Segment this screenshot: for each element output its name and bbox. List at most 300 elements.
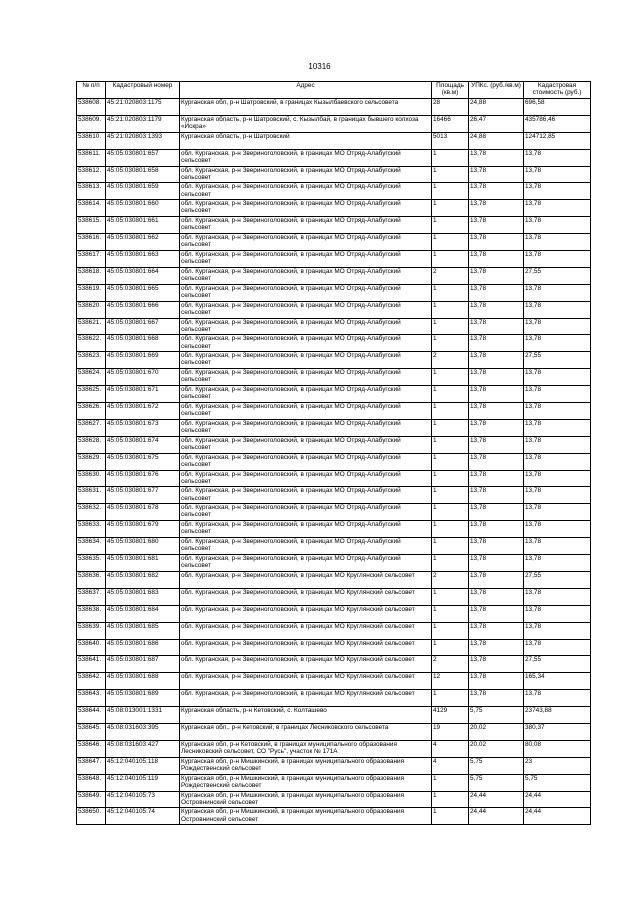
row-number-cell: 538627. bbox=[77, 419, 106, 436]
area-cell: 12 bbox=[432, 673, 469, 690]
header-cadastral-cost: Кадастровая стоимость (руб.) bbox=[524, 82, 591, 99]
table-row bbox=[77, 419, 591, 436]
header-row bbox=[77, 82, 591, 99]
row-number-cell: 538636. bbox=[77, 571, 106, 588]
header-area: Площадь (кв.м) bbox=[432, 82, 469, 99]
row-number-cell: 538612. bbox=[77, 166, 106, 183]
cadastral-cost-cell: 23 bbox=[524, 757, 591, 774]
table-row bbox=[77, 639, 591, 656]
upks-cell: 13,78 bbox=[469, 436, 524, 453]
cadastral-cost-cell: 13,78 bbox=[524, 234, 591, 251]
cadastral-number-cell: 45:05:030801:665 bbox=[106, 284, 180, 301]
row-number-cell: 538649. bbox=[77, 791, 106, 808]
area-cell: 2 bbox=[432, 352, 469, 369]
row-number-cell: 538618. bbox=[77, 267, 106, 284]
area-cell: 1 bbox=[432, 538, 469, 555]
cadastral-table bbox=[76, 81, 591, 825]
upks-cell: 13,78 bbox=[469, 335, 524, 352]
upks-cell: 13,78 bbox=[469, 622, 524, 639]
cadastral-cost-cell: 13,78 bbox=[524, 487, 591, 504]
table-row bbox=[77, 200, 591, 217]
address-cell: обл. Курганская, р-н Звериноголовский, в границах МО Круглянский сельсовет bbox=[180, 588, 432, 605]
area-cell: 28 bbox=[432, 99, 469, 116]
cadastral-cost-cell: 13,78 bbox=[524, 335, 591, 352]
cadastral-cost-cell: 13,78 bbox=[524, 301, 591, 318]
address-cell: обл. Курганская, р-н Звериноголовский, в границах МО Отряд-Алабугский сельсовет bbox=[180, 251, 432, 268]
table-row bbox=[77, 369, 591, 386]
table-row bbox=[77, 504, 591, 521]
address-cell: Курганская обл, р-н Мишкинский, в границах муниципального образования Островнинский сельсовет bbox=[180, 808, 432, 825]
row-number-cell: 538617. bbox=[77, 251, 106, 268]
cadastral-number-cell: 45:05:030801:671 bbox=[106, 386, 180, 403]
area-cell: 1 bbox=[432, 149, 469, 166]
table-row bbox=[77, 284, 591, 301]
address-cell: обл. Курганская, р-н Звериноголовский, в границах МО Круглянский сельсовет bbox=[180, 690, 432, 707]
cadastral-cost-cell: 24,44 bbox=[524, 808, 591, 825]
area-cell: 1 bbox=[432, 504, 469, 521]
area-cell: 19 bbox=[432, 723, 469, 740]
table-row bbox=[77, 183, 591, 200]
upks-cell: 13,78 bbox=[469, 656, 524, 673]
address-cell: обл. Курганская, р-н Звериноголовский, в границах МО Круглянский сельсовет bbox=[180, 639, 432, 656]
cadastral-number-cell: 45:21:020803:1175 bbox=[106, 99, 180, 116]
upks-cell: 5,75 bbox=[469, 774, 524, 791]
cadastral-number-cell: 45:05:030801:687 bbox=[106, 656, 180, 673]
address-cell: Курганская обл, р-н Мишкинский, в границах муниципального образования Рождественский сельсовет bbox=[180, 774, 432, 791]
address-cell: обл. Курганская, р-н Звериноголовский, в границах МО Круглянский сельсовет bbox=[180, 605, 432, 622]
area-cell: 4 bbox=[432, 740, 469, 757]
table-row bbox=[77, 690, 591, 707]
upks-cell: 13,78 bbox=[469, 555, 524, 572]
row-number-cell: 538620. bbox=[77, 301, 106, 318]
table-row bbox=[77, 301, 591, 318]
area-cell: 2 bbox=[432, 267, 469, 284]
cadastral-cost-cell: 13,78 bbox=[524, 436, 591, 453]
area-cell: 1 bbox=[432, 622, 469, 639]
cadastral-cost-cell: 435786,46 bbox=[524, 115, 591, 132]
cadastral-number-cell: 45:08:031603:427 bbox=[106, 740, 180, 757]
address-cell: обл. Курганская, р-н Звериноголовский, в границах МО Отряд-Алабугский сельсовет bbox=[180, 403, 432, 420]
cadastral-number-cell: 45:05:030801:658 bbox=[106, 166, 180, 183]
row-number-cell: 538647. bbox=[77, 757, 106, 774]
row-number-cell: 538631. bbox=[77, 487, 106, 504]
row-number-cell: 538632. bbox=[77, 504, 106, 521]
cadastral-number-cell: 45:05:030801:669 bbox=[106, 352, 180, 369]
cadastral-cost-cell: 13,78 bbox=[524, 200, 591, 217]
upks-cell: 13,78 bbox=[469, 200, 524, 217]
cadastral-number-cell: 45:05:030801:660 bbox=[106, 200, 180, 217]
upks-cell: 13,78 bbox=[469, 251, 524, 268]
address-cell: обл. Курганская, р-н Звериноголовский, в границах МО Отряд-Алабугский сельсовет bbox=[180, 369, 432, 386]
row-number-cell: 538628. bbox=[77, 436, 106, 453]
table-row bbox=[77, 774, 591, 791]
area-cell: 1 bbox=[432, 605, 469, 622]
table-row bbox=[77, 267, 591, 284]
cadastral-cost-cell: 124712,85 bbox=[524, 132, 591, 149]
table-row bbox=[77, 436, 591, 453]
address-cell: обл. Курганская, р-н Звериноголовский, в границах МО Отряд-Алабугский сельсовет bbox=[180, 352, 432, 369]
table-row bbox=[77, 740, 591, 757]
upks-cell: 26,47 bbox=[469, 115, 524, 132]
address-cell: обл. Курганская, р-н Звериноголовский, в границах МО Круглянский сельсовет bbox=[180, 673, 432, 690]
cadastral-cost-cell: 13,78 bbox=[524, 369, 591, 386]
address-cell: обл. Курганская, р-н Звериноголовский, в границах МО Отряд-Алабугский сельсовет bbox=[180, 504, 432, 521]
cadastral-cost-cell: 13,78 bbox=[524, 690, 591, 707]
address-cell: Курганская обл, р-н Шатровский, в границах Кызылбаевского сельсовета bbox=[180, 99, 432, 116]
cadastral-number-cell: 45:05:030801:688 bbox=[106, 673, 180, 690]
cadastral-cost-cell: 13,78 bbox=[524, 251, 591, 268]
upks-cell: 24,88 bbox=[469, 99, 524, 116]
row-number-cell: 538609. bbox=[77, 115, 106, 132]
upks-cell: 13,78 bbox=[469, 386, 524, 403]
cadastral-number-cell: 45:05:030801:667 bbox=[106, 318, 180, 335]
upks-cell: 13,78 bbox=[469, 690, 524, 707]
table-row bbox=[77, 673, 591, 690]
table-row bbox=[77, 538, 591, 555]
row-number-cell: 538633. bbox=[77, 521, 106, 538]
cadastral-cost-cell: 696,58 bbox=[524, 99, 591, 116]
address-cell: Курганская обл, р-н Мишкинский, в границах муниципального образования Островнинский сельсовет bbox=[180, 791, 432, 808]
area-cell: 1 bbox=[432, 301, 469, 318]
cadastral-cost-cell: 13,78 bbox=[524, 453, 591, 470]
cadastral-cost-cell: 13,78 bbox=[524, 504, 591, 521]
area-cell: 1 bbox=[432, 774, 469, 791]
cadastral-number-cell: 45:05:030801:682 bbox=[106, 571, 180, 588]
address-cell: обл. Курганская, р-н Звериноголовский, в границах МО Отряд-Алабугский сельсовет bbox=[180, 555, 432, 572]
cadastral-cost-cell: 13,78 bbox=[524, 183, 591, 200]
upks-cell: 20,02 bbox=[469, 723, 524, 740]
row-number-cell: 538608. bbox=[77, 99, 106, 116]
address-cell: обл. Курганская, р-н Звериноголовский, в границах МО Отряд-Алабугский сельсовет bbox=[180, 453, 432, 470]
area-cell: 1 bbox=[432, 588, 469, 605]
cadastral-cost-cell: 13,78 bbox=[524, 521, 591, 538]
cadastral-cost-cell: 13,78 bbox=[524, 403, 591, 420]
table-row bbox=[77, 403, 591, 420]
cadastral-number-cell: 45:05:030801:679 bbox=[106, 521, 180, 538]
upks-cell: 5,75 bbox=[469, 757, 524, 774]
cadastral-number-cell: 45:21:020803:1179 bbox=[106, 115, 180, 132]
address-cell: обл. Курганская, р-н Звериноголовский, в границах МО Отряд-Алабугский сельсовет bbox=[180, 301, 432, 318]
cadastral-number-cell: 45:05:030801:664 bbox=[106, 267, 180, 284]
row-number-cell: 538622. bbox=[77, 335, 106, 352]
upks-cell: 13,78 bbox=[469, 521, 524, 538]
row-number-cell: 538613. bbox=[77, 183, 106, 200]
table-row bbox=[77, 707, 591, 724]
area-cell: 1 bbox=[432, 251, 469, 268]
area-cell: 4 bbox=[432, 757, 469, 774]
address-cell: обл. Курганская, р-н Звериноголовский, в границах МО Отряд-Алабугский сельсовет bbox=[180, 419, 432, 436]
table-row bbox=[77, 115, 591, 132]
address-cell: обл. Курганская, р-н Звериноголовский, в границах МО Отряд-Алабугский сельсовет bbox=[180, 318, 432, 335]
upks-cell: 13,78 bbox=[469, 504, 524, 521]
upks-cell: 13,78 bbox=[469, 470, 524, 487]
address-cell: Курганская обл, р-н Мишкинский, в границах муниципального образования Рождественский сельсовет bbox=[180, 757, 432, 774]
cadastral-cost-cell: 80,08 bbox=[524, 740, 591, 757]
header-number: № п/п bbox=[77, 82, 106, 99]
cadastral-number-cell: 45:05:030801:662 bbox=[106, 234, 180, 251]
row-number-cell: 538619. bbox=[77, 284, 106, 301]
row-number-cell: 538650. bbox=[77, 808, 106, 825]
table-row bbox=[77, 453, 591, 470]
cadastral-cost-cell: 13,78 bbox=[524, 538, 591, 555]
table-row bbox=[77, 318, 591, 335]
cadastral-number-cell: 45:05:030801:673 bbox=[106, 419, 180, 436]
area-cell: 1 bbox=[432, 453, 469, 470]
address-cell: обл. Курганская, р-н Звериноголовский, в границах МО Отряд-Алабугский сельсовет bbox=[180, 521, 432, 538]
cadastral-number-cell: 45:05:030801:672 bbox=[106, 403, 180, 420]
area-cell: 1 bbox=[432, 808, 469, 825]
row-number-cell: 538630. bbox=[77, 470, 106, 487]
address-cell: обл. Курганская, р-н Звериноголовский, в границах МО Круглянский сельсовет bbox=[180, 571, 432, 588]
cadastral-number-cell: 45:05:030801:674 bbox=[106, 436, 180, 453]
cadastral-cost-cell: 13,78 bbox=[524, 284, 591, 301]
row-number-cell: 538641. bbox=[77, 656, 106, 673]
address-cell: обл. Курганская, р-н Звериноголовский, в границах МО Отряд-Алабугский сельсовет bbox=[180, 470, 432, 487]
row-number-cell: 538643. bbox=[77, 690, 106, 707]
upks-cell: 13,78 bbox=[469, 318, 524, 335]
area-cell: 1 bbox=[432, 318, 469, 335]
area-cell: 1 bbox=[432, 183, 469, 200]
upks-cell: 13,78 bbox=[469, 453, 524, 470]
area-cell: 5013 bbox=[432, 132, 469, 149]
table-row bbox=[77, 555, 591, 572]
address-cell: Курганская область, р-н Шатровский bbox=[180, 132, 432, 149]
address-cell: обл. Курганская, р-н Звериноголовский, в границах МО Отряд-Алабугский сельсовет bbox=[180, 234, 432, 251]
cadastral-number-cell: 45:05:030801:681 bbox=[106, 555, 180, 572]
row-number-cell: 538639. bbox=[77, 622, 106, 639]
upks-cell: 24,44 bbox=[469, 808, 524, 825]
upks-cell: 13,78 bbox=[469, 369, 524, 386]
table-row bbox=[77, 386, 591, 403]
row-number-cell: 538629. bbox=[77, 453, 106, 470]
upks-cell: 13,78 bbox=[469, 639, 524, 656]
table-row bbox=[77, 149, 591, 166]
table-body bbox=[77, 99, 591, 825]
area-cell: 1 bbox=[432, 470, 469, 487]
area-cell: 16466 bbox=[432, 115, 469, 132]
area-cell: 1 bbox=[432, 555, 469, 572]
area-cell: 1 bbox=[432, 690, 469, 707]
cadastral-cost-cell: 13,78 bbox=[524, 149, 591, 166]
table-row bbox=[77, 605, 591, 622]
table-header bbox=[77, 82, 591, 99]
area-cell: 1 bbox=[432, 487, 469, 504]
table-row bbox=[77, 217, 591, 234]
header-upks: УПКс. (руб./кв.м) bbox=[469, 82, 524, 99]
address-cell: обл. Курганская, р-н Звериноголовский, в границах МО Отряд-Алабугский сельсовет bbox=[180, 487, 432, 504]
cadastral-number-cell: 45:05:030801:685 bbox=[106, 622, 180, 639]
header-address: Адрес bbox=[180, 82, 432, 99]
area-cell: 1 bbox=[432, 284, 469, 301]
area-cell: 1 bbox=[432, 791, 469, 808]
cadastral-number-cell: 45:21:020803:1393 bbox=[106, 132, 180, 149]
row-number-cell: 538621. bbox=[77, 318, 106, 335]
upks-cell: 13,78 bbox=[469, 267, 524, 284]
cadastral-cost-cell: 13,78 bbox=[524, 386, 591, 403]
table-row bbox=[77, 808, 591, 825]
upks-cell: 13,78 bbox=[469, 183, 524, 200]
upks-cell: 13,78 bbox=[469, 301, 524, 318]
area-cell: 1 bbox=[432, 166, 469, 183]
table-row bbox=[77, 335, 591, 352]
upks-cell: 13,78 bbox=[469, 149, 524, 166]
row-number-cell: 538634. bbox=[77, 538, 106, 555]
row-number-cell: 538648. bbox=[77, 774, 106, 791]
upks-cell: 13,78 bbox=[469, 571, 524, 588]
table-row bbox=[77, 723, 591, 740]
upks-cell: 24,44 bbox=[469, 791, 524, 808]
address-cell: обл. Курганская, р-н Звериноголовский, в границах МО Отряд-Алабугский сельсовет bbox=[180, 386, 432, 403]
address-cell: Курганская область, р-н Шатровский, с. Кызылбай, в границах бывшего колхоза «Искра» bbox=[180, 115, 432, 132]
address-cell: обл. Курганская, р-н Звериноголовский, в границах МО Круглянский сельсовет bbox=[180, 656, 432, 673]
cadastral-cost-cell: 13,78 bbox=[524, 419, 591, 436]
area-cell: 1 bbox=[432, 386, 469, 403]
area-cell: 1 bbox=[432, 217, 469, 234]
cadastral-cost-cell: 13,78 bbox=[524, 588, 591, 605]
cadastral-number-cell: 45:05:030801:676 bbox=[106, 470, 180, 487]
upks-cell: 13,78 bbox=[469, 234, 524, 251]
table-row bbox=[77, 622, 591, 639]
row-number-cell: 538625. bbox=[77, 386, 106, 403]
cadastral-cost-cell: 27,55 bbox=[524, 571, 591, 588]
table-row bbox=[77, 470, 591, 487]
row-number-cell: 538611. bbox=[77, 149, 106, 166]
cadastral-cost-cell: 27,55 bbox=[524, 267, 591, 284]
address-cell: обл. Курганская, р-н Звериноголовский, в границах МО Отряд-Алабугский сельсовет bbox=[180, 335, 432, 352]
area-cell: 1 bbox=[432, 419, 469, 436]
table-row bbox=[77, 132, 591, 149]
address-cell: обл. Курганская, р-н Звериноголовский, в границах МО Круглянский сельсовет bbox=[180, 622, 432, 639]
area-cell: 4129 bbox=[432, 707, 469, 724]
area-cell: 1 bbox=[432, 234, 469, 251]
cadastral-cost-cell: 13,78 bbox=[524, 639, 591, 656]
row-number-cell: 538615. bbox=[77, 217, 106, 234]
row-number-cell: 538646. bbox=[77, 740, 106, 757]
upks-cell: 13,78 bbox=[469, 352, 524, 369]
address-cell: обл. Курганская, р-н Звериноголовский, в границах МО Отряд-Алабугский сельсовет bbox=[180, 183, 432, 200]
upks-cell: 5,75 bbox=[469, 707, 524, 724]
cadastral-number-cell: 45:05:030801:678 bbox=[106, 504, 180, 521]
cadastral-number-cell: 45:05:030801:686 bbox=[106, 639, 180, 656]
address-cell: обл. Курганская, р-н Звериноголовский, в границах МО Отряд-Алабугский сельсовет bbox=[180, 538, 432, 555]
upks-cell: 13,78 bbox=[469, 538, 524, 555]
row-number-cell: 538624. bbox=[77, 369, 106, 386]
address-cell: обл. Курганская, р-н Звериноголовский, в границах МО Отряд-Алабугский сельсовет bbox=[180, 217, 432, 234]
cadastral-number-cell: 45:05:030801:680 bbox=[106, 538, 180, 555]
page-number: 10316 bbox=[308, 62, 331, 71]
table-row bbox=[77, 487, 591, 504]
cadastral-number-cell: 45:12:040105:118 bbox=[106, 757, 180, 774]
cadastral-cost-cell: 27,55 bbox=[524, 352, 591, 369]
address-cell: обл. Курганская, р-н Звериноголовский, в границах МО Отряд-Алабугский сельсовет bbox=[180, 149, 432, 166]
area-cell: 1 bbox=[432, 335, 469, 352]
row-number-cell: 538616. bbox=[77, 234, 106, 251]
table-row bbox=[77, 166, 591, 183]
cadastral-number-cell: 45:05:030801:657 bbox=[106, 149, 180, 166]
upks-cell: 13,78 bbox=[469, 166, 524, 183]
area-cell: 1 bbox=[432, 639, 469, 656]
upks-cell: 13,78 bbox=[469, 217, 524, 234]
address-cell: обл. Курганская, р-н Звериноголовский, в границах МО Отряд-Алабугский сельсовет bbox=[180, 436, 432, 453]
row-number-cell: 538645. bbox=[77, 723, 106, 740]
cadastral-number-cell: 45:08:031603:395 bbox=[106, 723, 180, 740]
cadastral-cost-cell: 380,37 bbox=[524, 723, 591, 740]
upks-cell: 20,02 bbox=[469, 740, 524, 757]
address-cell: обл. Курганская, р-н Звериноголовский, в границах МО Отряд-Алабугский сельсовет bbox=[180, 200, 432, 217]
area-cell: 1 bbox=[432, 403, 469, 420]
address-cell: обл. Курганская, р-н Звериноголовский, в границах МО Отряд-Алабугский сельсовет bbox=[180, 284, 432, 301]
table-row bbox=[77, 588, 591, 605]
area-cell: 1 bbox=[432, 200, 469, 217]
row-number-cell: 538626. bbox=[77, 403, 106, 420]
cadastral-cost-cell: 13,78 bbox=[524, 605, 591, 622]
cadastral-number-cell: 45:12:040105:73 bbox=[106, 791, 180, 808]
cadastral-number-cell: 45:05:030801:659 bbox=[106, 183, 180, 200]
table-row bbox=[77, 571, 591, 588]
cadastral-number-cell: 45:05:030801:670 bbox=[106, 369, 180, 386]
address-cell: Курганская обл, р-н Кетовский, в границах муниципального образования Лесниковский сельсовет, СО "Русь", участок № 171А bbox=[180, 740, 432, 757]
cadastral-cost-cell: 13,78 bbox=[524, 217, 591, 234]
upks-cell: 24,88 bbox=[469, 132, 524, 149]
row-number-cell: 538637. bbox=[77, 588, 106, 605]
address-cell: обл. Курганская, р-н Звериноголовский, в границах МО Отряд-Алабугский сельсовет bbox=[180, 166, 432, 183]
table-row bbox=[77, 251, 591, 268]
cadastral-number-cell: 45:05:030801:668 bbox=[106, 335, 180, 352]
row-number-cell: 538635. bbox=[77, 555, 106, 572]
area-cell: 2 bbox=[432, 571, 469, 588]
cadastral-number-cell: 45:05:030801:661 bbox=[106, 217, 180, 234]
cadastral-cost-cell: 13,78 bbox=[524, 318, 591, 335]
area-cell: 1 bbox=[432, 521, 469, 538]
table-row bbox=[77, 757, 591, 774]
cadastral-cost-cell: 24,44 bbox=[524, 791, 591, 808]
upks-cell: 13,78 bbox=[469, 605, 524, 622]
upks-cell: 13,78 bbox=[469, 403, 524, 420]
address-cell: Курганская обл., р-н Кетовский, в границах Лесниковского сельсовета bbox=[180, 723, 432, 740]
cadastral-number-cell: 45:05:030801:663 bbox=[106, 251, 180, 268]
row-number-cell: 538614. bbox=[77, 200, 106, 217]
upks-cell: 13,78 bbox=[469, 487, 524, 504]
row-number-cell: 538638. bbox=[77, 605, 106, 622]
row-number-cell: 538640. bbox=[77, 639, 106, 656]
table-row bbox=[77, 352, 591, 369]
row-number-cell: 538644. bbox=[77, 707, 106, 724]
table-row bbox=[77, 656, 591, 673]
cadastral-number-cell: 45:05:030801:684 bbox=[106, 605, 180, 622]
cadastral-number-cell: 45:05:030801:666 bbox=[106, 301, 180, 318]
area-cell: 1 bbox=[432, 369, 469, 386]
cadastral-cost-cell: 13,78 bbox=[524, 622, 591, 639]
cadastral-number-cell: 45:05:030801:683 bbox=[106, 588, 180, 605]
cadastral-cost-cell: 23743,88 bbox=[524, 707, 591, 724]
cadastral-cost-cell: 13,78 bbox=[524, 555, 591, 572]
table-row bbox=[77, 99, 591, 116]
upks-cell: 13,78 bbox=[469, 673, 524, 690]
row-number-cell: 538642. bbox=[77, 673, 106, 690]
upks-cell: 13,78 bbox=[469, 284, 524, 301]
upks-cell: 13,78 bbox=[469, 419, 524, 436]
cadastral-number-cell: 45:05:030801:677 bbox=[106, 487, 180, 504]
cadastral-cost-cell: 13,78 bbox=[524, 166, 591, 183]
area-cell: 1 bbox=[432, 436, 469, 453]
cadastral-cost-cell: 13,78 bbox=[524, 470, 591, 487]
cadastral-number-cell: 45:12:040105:74 bbox=[106, 808, 180, 825]
cadastral-number-cell: 45:05:030801:675 bbox=[106, 453, 180, 470]
table-row bbox=[77, 234, 591, 251]
cadastral-cost-cell: 27,55 bbox=[524, 656, 591, 673]
address-cell: обл. Курганская, р-н Звериноголовский, в границах МО Отряд-Алабугский сельсовет bbox=[180, 267, 432, 284]
header-cadastral-number: Кадастровый номер bbox=[106, 82, 180, 99]
